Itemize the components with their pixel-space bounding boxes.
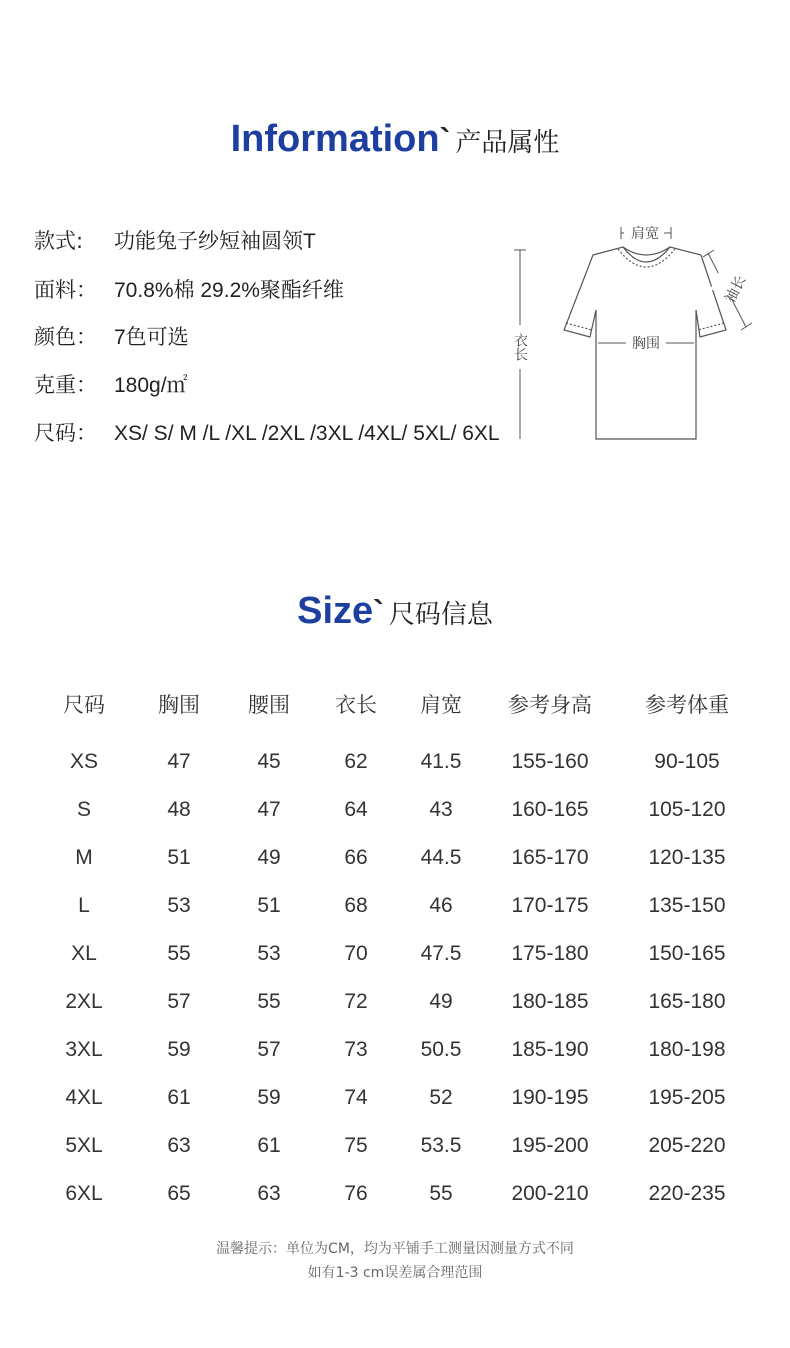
cell-shoulder: 46	[429, 894, 453, 917]
shoulder-width-label: 肩宽	[631, 226, 659, 242]
cell-ref-height: 190-195	[511, 1086, 589, 1109]
cell-size: 5XL	[65, 1134, 103, 1157]
cell-ref-weight: 105-120	[648, 798, 726, 821]
cell-size: 6XL	[65, 1182, 103, 1205]
cell-ref-weight: 205-220	[648, 1134, 726, 1157]
cell-chest: 59	[167, 1038, 191, 1061]
attribute-weight	[34, 370, 188, 400]
table-row	[40, 838, 760, 886]
cell-shoulder: 53.5	[420, 1134, 462, 1157]
cell-length: 66	[344, 846, 368, 869]
size-title-en: Size	[297, 590, 374, 632]
cell-chest: 57	[167, 990, 191, 1013]
cell-waist: 51	[257, 894, 281, 917]
sleeve-length-label: 袖长	[722, 273, 750, 306]
chest-label: 胸围	[632, 336, 660, 352]
table-row	[40, 1126, 760, 1174]
attribute-value: 功能兔子纱短袖圆领T	[114, 230, 316, 253]
table-body	[40, 742, 760, 1222]
cell-waist: 59	[257, 1086, 281, 1109]
cell-waist: 63	[257, 1182, 281, 1205]
cell-chest: 61	[167, 1086, 191, 1109]
table-row	[40, 1078, 760, 1126]
attribute-label: 面料：	[34, 278, 97, 302]
cell-chest: 55	[167, 942, 191, 965]
size-title	[0, 590, 790, 633]
attribute-color	[34, 322, 189, 352]
cell-size: 4XL	[65, 1086, 103, 1109]
cell-ref-weight: 165-180	[648, 990, 726, 1013]
cell-chest: 48	[167, 798, 191, 821]
header-size: 尺码	[63, 694, 105, 717]
attribute-style	[34, 226, 316, 256]
cell-waist: 49	[257, 846, 281, 869]
attribute-label: 尺码：	[34, 421, 97, 445]
cell-ref-height: 175-180	[511, 942, 589, 965]
header-shoulder: 肩宽	[420, 694, 462, 717]
attribute-label: 克重：	[34, 373, 97, 397]
cell-shoulder: 49	[429, 990, 453, 1013]
table-row	[40, 790, 760, 838]
cell-ref-weight: 150-165	[648, 942, 726, 965]
attribute-label: 款式:	[34, 229, 84, 253]
cell-ref-weight: 180-198	[648, 1038, 726, 1061]
cell-shoulder: 44.5	[420, 846, 462, 869]
cell-length: 73	[344, 1038, 368, 1061]
cell-shoulder: 41.5	[420, 750, 462, 773]
cell-size: 3XL	[65, 1038, 103, 1061]
table-row	[40, 982, 760, 1030]
table-row	[40, 1030, 760, 1078]
tshirt-measurement-diagram	[498, 215, 768, 447]
cell-ref-height: 170-175	[511, 894, 589, 917]
cell-chest: 53	[167, 894, 191, 917]
cell-size: 2XL	[65, 990, 103, 1013]
header-ref-height: 参考身高	[508, 694, 592, 717]
attribute-value: 70.8%棉 29.2%聚酯纤维	[114, 279, 344, 302]
cell-ref-weight: 220-235	[648, 1182, 726, 1205]
information-title	[0, 118, 790, 161]
cell-waist: 55	[257, 990, 281, 1013]
cell-ref-height: 195-200	[511, 1134, 589, 1157]
cell-ref-weight: 135-150	[648, 894, 726, 917]
measurement-note: 温馨提示：单位为CM，均为平铺手工测量因测量方式不同	[216, 1241, 574, 1257]
cell-size: XL	[71, 942, 97, 965]
cell-chest: 47	[167, 750, 191, 773]
cell-length: 62	[344, 750, 368, 773]
cell-shoulder: 47.5	[420, 942, 462, 965]
cell-ref-height: 185-190	[511, 1038, 589, 1061]
table-row	[40, 742, 760, 790]
cell-length: 68	[344, 894, 368, 917]
size-title-tick: `	[373, 594, 384, 630]
attribute-fabric	[34, 275, 344, 305]
cell-shoulder: 52	[429, 1086, 453, 1109]
header-chest: 胸围	[158, 694, 200, 717]
cell-ref-height: 160-165	[511, 798, 589, 821]
cell-waist: 53	[257, 942, 281, 965]
cell-size: M	[75, 846, 93, 869]
table-header-row	[40, 686, 760, 734]
cell-chest: 63	[167, 1134, 191, 1157]
information-title-cn: 产品属性	[455, 128, 560, 158]
information-title-tick: `	[439, 122, 451, 158]
cell-size: L	[78, 894, 90, 917]
cell-length: 74	[344, 1086, 368, 1109]
attribute-value: XS/ S/ M /L /XL /2XL /3XL /4XL/ 5XL/ 6XL	[114, 422, 500, 445]
cell-ref-weight: 90-105	[654, 750, 720, 773]
cell-length: 75	[344, 1134, 368, 1157]
body-length-label: 衣长	[512, 333, 528, 361]
attribute-label: 颜色：	[34, 325, 97, 349]
cell-size: S	[76, 798, 91, 821]
cell-chest: 65	[167, 1182, 191, 1205]
cell-ref-height: 200-210	[511, 1182, 589, 1205]
table-row	[40, 1174, 760, 1222]
cell-shoulder: 50.5	[420, 1038, 462, 1061]
cell-ref-weight: 120-135	[648, 846, 726, 869]
cell-waist: 61	[257, 1134, 281, 1157]
attribute-size	[34, 418, 500, 448]
cell-waist: 57	[257, 1038, 281, 1061]
cell-ref-height: 155-160	[511, 750, 589, 773]
cell-length: 76	[344, 1182, 368, 1205]
cell-size: XS	[69, 750, 98, 773]
cell-shoulder: 55	[429, 1182, 453, 1205]
size-chart-table	[40, 686, 760, 1222]
header-waist: 腰围	[248, 694, 290, 717]
size-title-cn: 尺码信息	[388, 600, 493, 630]
tolerance-note: 如有1-3 cm误差属合理范围	[307, 1265, 483, 1281]
cell-waist: 45	[257, 750, 281, 773]
table-row	[40, 934, 760, 982]
attribute-value: 7色可选	[114, 326, 189, 349]
cell-ref-height: 165-170	[511, 846, 589, 869]
header-length: 衣长	[335, 694, 377, 717]
cell-shoulder: 43	[429, 798, 453, 821]
table-row	[40, 886, 760, 934]
information-title-en: Information	[230, 118, 440, 160]
cell-length: 64	[344, 798, 368, 821]
cell-length: 72	[344, 990, 368, 1013]
cell-ref-weight: 195-205	[648, 1086, 726, 1109]
header-ref-weight: 参考体重	[645, 694, 729, 717]
cell-length: 70	[344, 942, 368, 965]
cell-ref-height: 180-185	[511, 990, 589, 1013]
cell-waist: 47	[257, 798, 281, 821]
cell-chest: 51	[167, 846, 191, 869]
attribute-value: 180g/㎡	[114, 374, 188, 397]
